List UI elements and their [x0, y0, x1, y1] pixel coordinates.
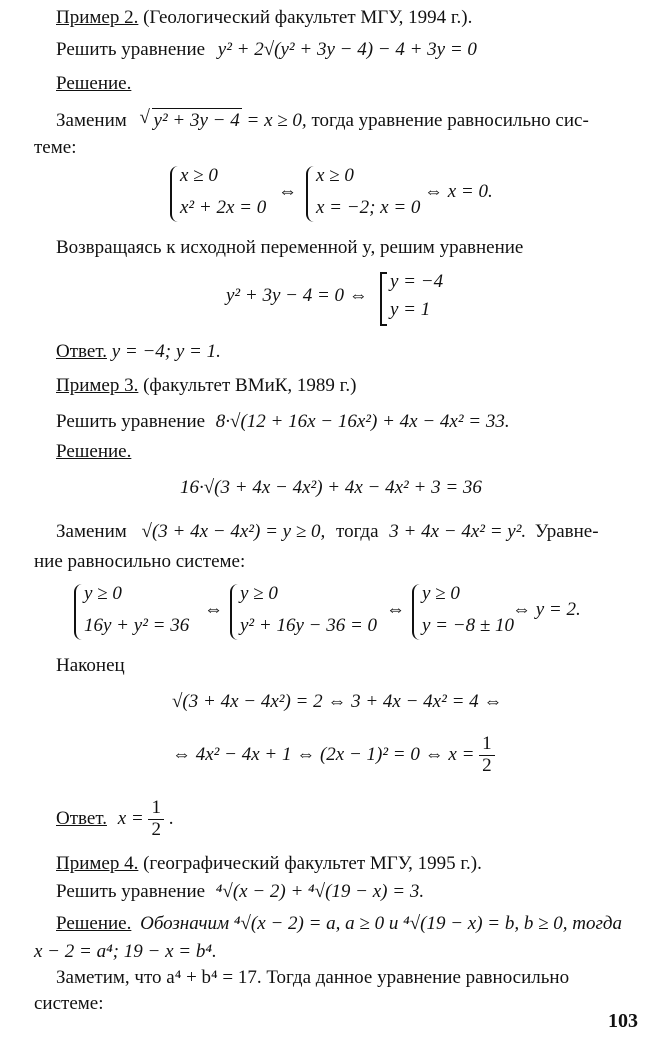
example-3-answer: [56, 798, 173, 841]
example-3-title: Пример 3.: [56, 375, 139, 396]
task-label: Решить уравнение: [56, 39, 206, 60]
system-result: ⇔ y = 2.: [512, 599, 581, 620]
system-1-row-a: x ≥ 0: [180, 165, 218, 186]
task-label: Решить уравнение: [56, 881, 206, 902]
answer-value: y = −4; y = 1.: [111, 341, 221, 362]
system-b-row-1: y ≥ 0: [240, 583, 278, 604]
subst-tail-2: теме:: [34, 137, 77, 158]
return-equation: y² + 3y − 4 = 0 ⇔: [226, 285, 368, 306]
equation-1: 16·√(3 + 4x − 4x²) + 4x − 4x² + 3 = 36: [180, 477, 482, 498]
example-3-source: (факультет ВМиК, 1989 г.): [143, 375, 357, 396]
equiv-arrow: ⇔: [204, 599, 223, 620]
answer-suffix: .: [168, 807, 174, 829]
radicand: y² + 3y − 4: [152, 108, 242, 134]
system-c-row-1: y ≥ 0: [422, 583, 460, 604]
answer-label: Ответ.: [56, 807, 107, 829]
subst-prefix: Заменим: [56, 521, 127, 542]
example-2-answer: [56, 340, 221, 365]
system-brace: [74, 584, 82, 640]
subst-tail-2: ние равносильно системе:: [34, 551, 246, 572]
subst-tail: тогда уравнение равносильно сис-: [311, 110, 589, 131]
final-line-2: [172, 734, 495, 777]
note-text: Заметим, что a⁴ + b⁴ = 17. Тогда данное уравнение равносильно: [56, 967, 570, 988]
example-4-task: [56, 880, 424, 905]
subst-mid: тогда: [336, 521, 379, 542]
equiv-arrow: ⇔: [278, 181, 297, 202]
system-1-row-b: x² + 2x = 0: [180, 197, 267, 218]
example-3-task: [56, 410, 510, 435]
system-a-row-1: y ≥ 0: [84, 583, 122, 604]
set-bracket: [380, 272, 387, 326]
system-brace: [306, 166, 314, 222]
fraction-numerator: 1: [479, 734, 495, 756]
answer-fraction: [148, 798, 164, 841]
solution-label: Решение.: [56, 913, 132, 934]
answer-prefix: x =: [117, 807, 144, 829]
system-a-row-2: 16y + y² = 36: [84, 615, 190, 636]
task-equation: ⁴√(x − 2) + ⁴√(19 − x) = 3.: [215, 881, 425, 902]
system-2-row-a: x ≥ 0: [316, 165, 354, 186]
root-b: y = 1: [390, 299, 431, 320]
subst-tail: Уравне-: [534, 521, 599, 542]
solution-label: Решение.: [56, 73, 132, 94]
subst-prefix: Заменим: [56, 110, 127, 131]
final-line-2-text: ⇔ 4x² − 4x + 1 ⇔ (2x − 1)² = 0 ⇔ x =: [172, 743, 475, 765]
system-brace: [230, 584, 238, 640]
example-4-heading: [56, 852, 482, 877]
example-2-title: Пример 2.: [56, 7, 139, 28]
task-equation: y² + 2√(y² + 3y − 4) − 4 + 3y = 0: [217, 39, 477, 60]
fraction-numerator: 1: [148, 798, 164, 820]
fraction-denominator: 2: [482, 754, 492, 776]
example-2-heading: [56, 6, 472, 31]
example-3-heading: [56, 374, 356, 399]
system-c-row-2: y = −8 ± 10: [422, 615, 515, 636]
solution-text: Обозначим ⁴√(x − 2) = a, a ≥ 0 и ⁴√(19 − x) = b, b ≥ 0, тогда: [140, 913, 623, 934]
example-2-task: [56, 38, 477, 63]
finally-label: Наконец: [56, 655, 125, 676]
solution-label: Решение.: [56, 441, 132, 462]
fraction-denominator: 2: [151, 818, 161, 840]
example-4-title: Пример 4.: [56, 853, 139, 874]
system-2-row-b: x = −2; x = 0: [316, 197, 421, 218]
example-4-solution: [56, 912, 622, 937]
equiv-arrow: ⇔: [386, 599, 405, 620]
system-b-row-2: y² + 16y − 36 = 0: [240, 615, 378, 636]
substitution-line: [56, 520, 599, 545]
sqrt-expression: [140, 108, 242, 134]
system-result: ⇔ x = 0.: [424, 181, 493, 202]
page-number: 103: [608, 1010, 638, 1032]
system-brace: [170, 166, 178, 222]
task-equation: 8·√(12 + 16x − 16x²) + 4x − 4x² = 33.: [215, 411, 510, 432]
answer-label: Ответ.: [56, 341, 107, 362]
system-brace: [412, 584, 420, 640]
example-4-source: (географический факультет МГУ, 1995 г.).: [143, 853, 482, 874]
return-text: Возвращаясь к исходной переменной y, решим уравнение: [56, 237, 524, 258]
substitution-line: [56, 108, 589, 134]
solution-line-2: x − 2 = a⁴; 19 − x = b⁴.: [34, 941, 217, 962]
task-label: Решить уравнение: [56, 411, 206, 432]
fraction: [479, 734, 495, 777]
subst-rhs: = x ≥ 0,: [246, 110, 307, 131]
subst-equation: √(3 + 4x − 4x²) = y ≥ 0,: [141, 521, 326, 542]
root-a: y = −4: [390, 271, 444, 292]
subst-equation-2: 3 + 4x − 4x² = y².: [389, 521, 527, 542]
note-text-2: системе:: [34, 993, 104, 1014]
example-2-source: (Геологический факультет МГУ, 1994 г.).: [143, 7, 473, 28]
final-line-1: √(3 + 4x − 4x²) = 2 ⇔ 3 + 4x − 4x² = 4 ⇔: [172, 691, 503, 712]
